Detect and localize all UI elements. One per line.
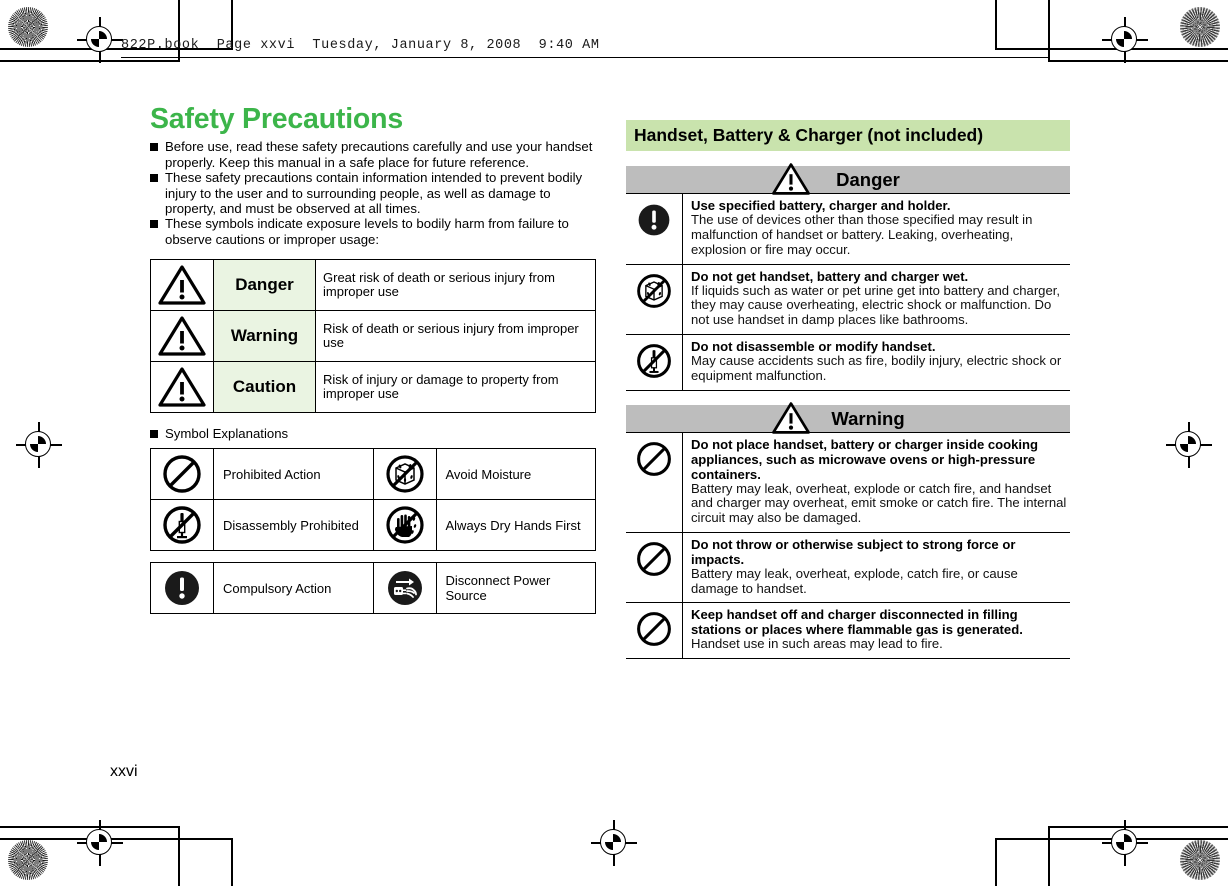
avoid-moisture-icon: [626, 264, 683, 334]
table-spacer: [150, 551, 596, 562]
warning-label: Warning: [831, 407, 905, 429]
dry-hands-icon: [373, 500, 436, 551]
warning-severity-bar: [626, 405, 1070, 432]
registration-mark: [1102, 17, 1148, 63]
compulsory-action-icon: [151, 563, 214, 614]
table-row: [626, 264, 1070, 334]
item-body: [683, 334, 1071, 390]
page-number: xxvi: [110, 763, 138, 780]
crop-mark-line: [1048, 0, 1050, 62]
symbol-label: Disconnect Power Source: [436, 563, 596, 614]
symbol-explanation-table-bottom: [150, 562, 596, 614]
symbol-label: Always Dry Hands First: [436, 500, 596, 551]
severity-description: Risk of injury or damage to property from improper use: [316, 362, 596, 413]
danger-label: Danger: [836, 169, 900, 191]
severity-level-table: [150, 259, 596, 413]
table-row: [151, 362, 596, 413]
print-rosette-icon: [8, 7, 48, 47]
registration-mark: [16, 422, 62, 468]
intro-bullet-list: [150, 139, 596, 247]
print-header-rule: [121, 57, 1049, 58]
crop-mark-line: [995, 0, 997, 50]
prohibited-circle-slash-icon: [626, 432, 683, 532]
disassembly-prohibited-icon: [151, 500, 214, 551]
print-rosette-icon: [8, 840, 48, 880]
item-body: [683, 532, 1071, 603]
item-heading: Use specified battery, charger and holder.: [691, 198, 951, 214]
table-row: [151, 500, 596, 551]
avoid-moisture-icon: [373, 449, 436, 500]
prohibited-circle-slash-icon: [151, 449, 214, 500]
print-rosette-icon: [1180, 7, 1220, 47]
item-heading: Do not disassemble or modify handset.: [691, 338, 936, 354]
list-item: These symbols indicate exposure levels to bodily harm from failure to observe cautions or improper usage:: [150, 216, 596, 247]
warning-triangle-icon: [771, 400, 811, 436]
table-row: [151, 311, 596, 362]
disassembly-prohibited-icon: [626, 334, 683, 390]
table-row: [151, 563, 596, 614]
list-item: These safety precautions contain information intended to prevent bodily injury to the user and to surrounding people, as well as damage to property, and must be observed at all times.: [150, 170, 596, 216]
section-header-bar: Handset, Battery & Charger (not included): [626, 120, 1070, 151]
severity-description: Risk of death or serious injury from improper use: [316, 311, 596, 362]
item-text: Battery may leak, overheat, explode or catch fire, and handset and charger may overheat, emit smoke or catch fire. The internal circuit may also be damaged.: [691, 480, 1067, 526]
warning-triangle-icon: [151, 260, 214, 311]
right-column: [626, 120, 1070, 659]
table-row: [626, 532, 1070, 603]
item-heading: Keep handset off and charger disconnected in filling stations or places where flammable gas is generated.: [691, 607, 1023, 638]
symbol-label: Disassembly Prohibited: [214, 500, 374, 551]
compulsory-action-icon: [626, 194, 683, 264]
table-row: [626, 334, 1070, 390]
prohibited-circle-slash-icon: [626, 603, 683, 659]
warning-item-table: [626, 432, 1070, 660]
item-body: [683, 432, 1071, 532]
warning-triangle-icon: [151, 311, 214, 362]
page-title: Safety Precautions: [150, 103, 403, 135]
item-body: [683, 603, 1071, 659]
list-item: Before use, read these safety precautions carefully and use your handset properly. Keep this manual in a safe place for future reference.: [150, 139, 596, 170]
item-text: Battery may leak, overheat, explode, catch fire, or cause damage to handset.: [691, 565, 1018, 596]
symbol-label: Prohibited Action: [214, 449, 374, 500]
danger-items: [626, 193, 1070, 390]
item-heading: Do not throw or otherwise subject to strong force or impacts.: [691, 536, 1016, 567]
warning-triangle-icon: [771, 161, 811, 197]
disconnect-power-icon: [373, 563, 436, 614]
registration-mark: [1102, 820, 1148, 866]
item-heading: Do not place handset, battery or charger inside cooking appliances, such as microwave ovens or high-pressure containers.: [691, 436, 1039, 482]
symbol-explanation-table-top: [150, 448, 596, 551]
item-text: May cause accidents such as fire, bodily injury, electric shock or equipment malfunction.: [691, 352, 1062, 383]
item-body: [683, 194, 1071, 264]
warning-triangle-icon: [151, 362, 214, 413]
left-column: [150, 104, 596, 614]
registration-mark: [591, 820, 637, 866]
item-text: If liquids such as water or pet urine get into battery and charger, they may cause overheating, electric shock or malfunction. Do not use handset in damp places like bathrooms.: [691, 282, 1061, 328]
symbol-explanations-heading: Symbol Explanations: [150, 426, 596, 442]
registration-mark: [1166, 422, 1212, 468]
item-heading: Do not get handset, battery and charger wet.: [691, 268, 969, 284]
danger-item-table: [626, 193, 1070, 390]
item-text: The use of devices other than those specified may result in malfunction of handset or battery. Leaking, overheating, explosion or fire may occur.: [691, 212, 1033, 257]
crop-mark-line: [231, 838, 233, 886]
crop-mark-line: [1048, 826, 1050, 886]
severity-label: Warning: [214, 311, 316, 362]
severity-description: Great risk of death or serious injury from improper use: [316, 260, 596, 311]
item-body: [683, 264, 1071, 334]
crop-mark-line: [178, 826, 180, 886]
severity-label: Danger: [214, 260, 316, 311]
warning-items: [626, 432, 1070, 660]
table-row: [151, 260, 596, 311]
symbol-label: Avoid Moisture: [436, 449, 596, 500]
table-row: [626, 432, 1070, 532]
table-row: [626, 603, 1070, 659]
registration-mark: [77, 820, 123, 866]
symbol-label: Compulsory Action: [214, 563, 374, 614]
severity-label: Caution: [214, 362, 316, 413]
registration-mark: [77, 17, 123, 63]
table-row: [151, 449, 596, 500]
crop-mark-line: [995, 838, 997, 886]
prohibited-circle-slash-icon: [626, 532, 683, 603]
print-rosette-icon: [1180, 840, 1220, 880]
item-text: Handset use in such areas may lead to fire.: [691, 636, 943, 652]
table-row: [626, 194, 1070, 264]
print-header-text: 822P.book Page xxvi Tuesday, January 8, 2008 9:40 AM: [121, 38, 600, 53]
danger-severity-bar: [626, 166, 1070, 193]
